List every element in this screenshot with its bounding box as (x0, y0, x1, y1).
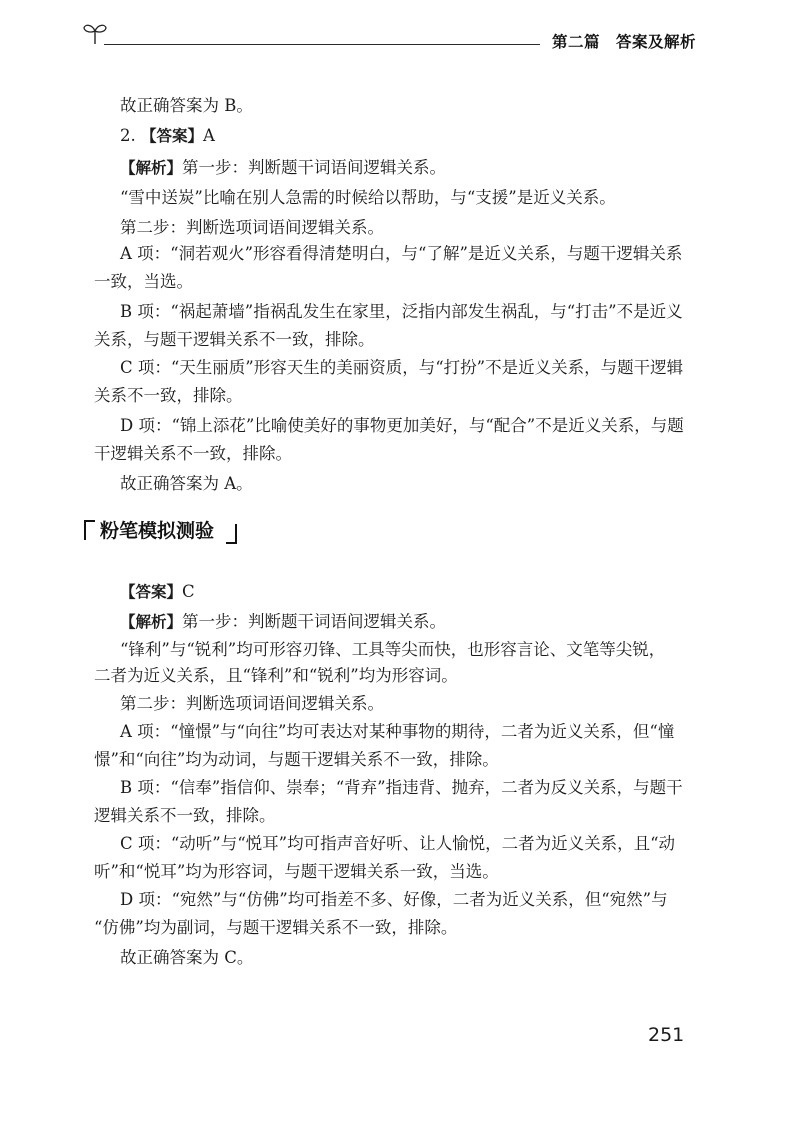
answer-line (120, 580, 195, 602)
answer-label: 【答案】 (120, 583, 183, 601)
q2-number: 2. (120, 126, 136, 145)
step2-text: 第二步：判断选项词语间逻辑关系。 (120, 694, 384, 713)
option-d-line2: 干逻辑关系不一致，排除。 (94, 444, 292, 463)
option-a-line1: A 项：“洞若观火”形容看得清楚明白，与“了解”是近义关系，与题干逻辑关系 (120, 244, 683, 263)
step1-text: 第一步：判断题干词语间逻辑关系。 (182, 612, 447, 631)
section-title: 粉笔模拟测验 (100, 520, 215, 542)
option-d-line2: “仿佛”均为副词，与题干逻辑关系不一致，排除。 (94, 918, 458, 937)
stem-line1: “锋利”与“锐利”均可形容刃锋、工具等尖而快，也形容言论、文笔等尖锐， (120, 640, 666, 659)
sprout-icon (82, 20, 108, 46)
right-corner-bracket (226, 524, 237, 544)
option-b-line2: 逻辑关系不一致，排除。 (94, 806, 276, 825)
option-c-line2: 关系不一致，排除。 (94, 386, 243, 405)
option-c-line1: C 项：“动听”与“悦耳”均可指声音好听、让人愉悦，二者为近义关系，且“动 (120, 834, 676, 853)
q2-answer-line (120, 124, 215, 146)
header-title: 第二篇 答案及解析 (552, 33, 697, 51)
analysis-line (120, 154, 446, 178)
stem-analysis: “雪中送炭”比喻在别人急需的时候给以帮助，与“支援”是近义关系。 (120, 188, 616, 207)
analysis-line (120, 608, 446, 632)
step2-text: 第二步：判断选项词语间逻辑关系。 (120, 218, 384, 237)
conclusion-q1: 故正确答案为 B。 (120, 96, 253, 115)
conclusion: 故正确答案为 C。 (120, 948, 254, 967)
option-d-line1: D 项：“宛然”与“仿佛”均可指差不多、好像，二者为近义关系，但“宛然”与 (120, 890, 668, 909)
answer-value: A (203, 126, 215, 145)
stem-line2: 二者为近义关系，且“锋利”和“锐利”均为形容词。 (94, 666, 458, 685)
conclusion-q2: 故正确答案为 A。 (120, 474, 253, 493)
analysis-label: 【解析】 (120, 159, 183, 177)
option-b-line2: 关系，与题干逻辑关系不一致，排除。 (94, 330, 375, 349)
step1-text: 第一步：判断题干词语间逻辑关系。 (182, 158, 447, 177)
option-c-line2: 听”和“悦耳”均为形容词，与题干逻辑关系一致，当选。 (94, 862, 499, 881)
option-a-line1: A 项：“憧憬”与“向往”均可表达对某种事物的期待，二者为近义关系，但“憧 (120, 722, 675, 741)
left-corner-bracket (84, 520, 95, 540)
header-rule (104, 44, 540, 45)
page-number: 251 (648, 1024, 685, 1046)
option-c-line1: C 项：“天生丽质”形容天生的美丽资质，与“打扮”不是近义关系，与题干逻辑 (120, 358, 684, 377)
running-header (0, 0, 800, 60)
option-b-line1: B 项：“祸起萧墙”指祸乱发生在家里，泛指内部发生祸乱，与“打击”不是近义 (120, 302, 683, 321)
analysis-label: 【解析】 (120, 613, 183, 631)
option-d-line1: D 项：“锦上添花”比喻使美好的事物更加美好，与“配合”不是近义关系，与题 (120, 416, 684, 435)
answer-value: C (182, 582, 195, 601)
option-b-line1: B 项：“信奉”指信仰、崇奉；“背弃”指违背、抛弃，二者为反义关系，与题干 (120, 778, 683, 797)
answer-label: 【答案】 (141, 127, 204, 145)
option-a-line2: 憬”和“向往”均为动词，与题干逻辑关系不一致，排除。 (94, 750, 499, 769)
option-a-line2: 一致，当选。 (94, 272, 193, 291)
